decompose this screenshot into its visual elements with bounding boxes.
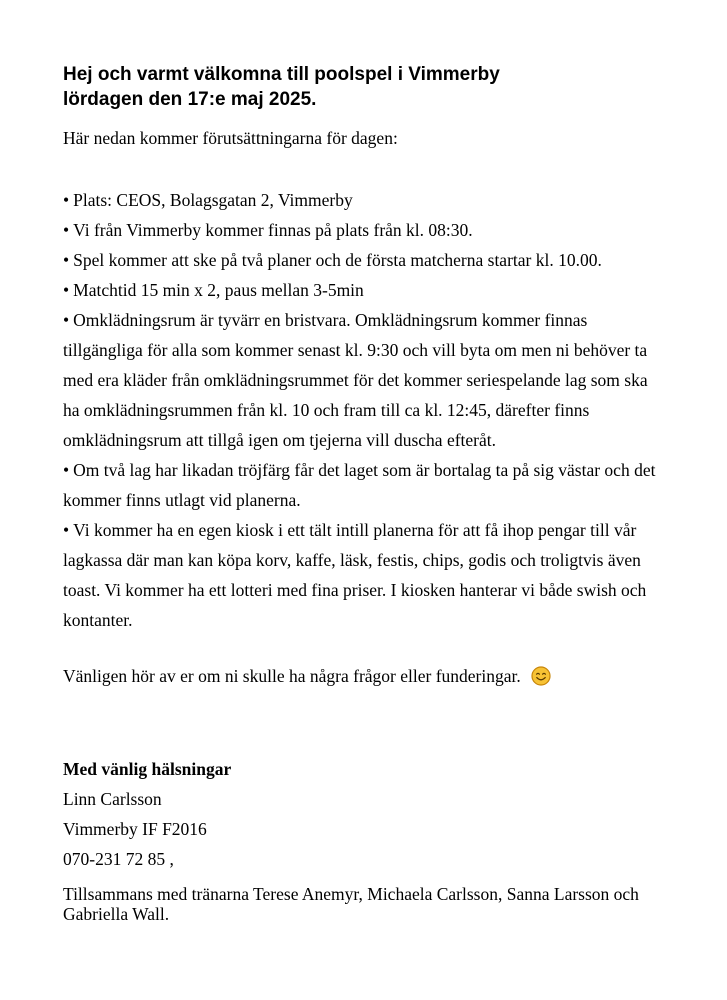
- list-item: [63, 455, 663, 515]
- bullet-symbol: •: [63, 250, 70, 270]
- list-item-text: Om två lag har likadan tröjfärg får det laget som är bortalag ta på sig västar och det kommer finns utlagt vid planerna.: [63, 460, 656, 510]
- sender-phone: 070-231 72 85 ,: [63, 849, 174, 869]
- list-item-text: Matchtid 15 min x 2, paus mellan 3-5min: [73, 280, 364, 300]
- sender-club: Vimmerby IF F2016: [63, 819, 207, 839]
- list-item: [63, 305, 663, 455]
- list-item-text: Vi kommer ha en egen kiosk i ett tält intill planerna för att få ihop pengar till vår lagkassa där man kan köpa korv, kaffe, läsk, festis, chips, godis och troligtvis även toast. Vi kommer ha ett lotteri med fina priser. I kiosken hanterar vi både swish och kontanter.: [63, 520, 647, 630]
- sender-name: Linn Carlsson: [63, 789, 162, 809]
- title-line-2: lördagen den 17:e maj 2025.: [63, 89, 317, 110]
- bullet-symbol: •: [63, 220, 70, 240]
- conditions-list: [63, 185, 663, 635]
- signature-block: [63, 754, 231, 874]
- list-item-text: Plats: CEOS, Bolagsgatan 2, Vimmerby: [73, 190, 353, 210]
- list-item: [63, 185, 663, 215]
- list-item-text: Spel kommer att ske på två planer och de första matcherna startar kl. 10.00.: [73, 250, 602, 270]
- bullet-symbol: •: [63, 310, 70, 330]
- questions-paragraph: [63, 663, 551, 689]
- bullet-symbol: •: [63, 190, 70, 210]
- intro-text: Här nedan kommer förutsättningarna för dagen:: [63, 128, 398, 148]
- title-line-1: Hej och varmt välkomna till poolspel i Vimmerby: [63, 64, 500, 85]
- list-item-text: Vi från Vimmerby kommer finnas på plats från kl. 08:30.: [73, 220, 473, 240]
- list-item: [63, 275, 663, 305]
- list-item-text: Omklädningsrum är tyvärr en bristvara. Omklädningsrum kommer finnas tillgängliga för alla som kommer senast kl. 9:30 och vill byta om men ni behöver ta med era kläder från omklädningsrummet för det kommer seriespelande lag som ska ha omklädningsrummen från kl. 10 och fram till ca kl. 12:45, därefter finns omklädningsrum att tillgå igen om tjejerna vill duscha efteråt.: [63, 310, 648, 450]
- smiling-face-icon: [531, 666, 551, 686]
- bullet-symbol: •: [63, 520, 70, 540]
- list-item: [63, 215, 663, 245]
- page-title: [63, 62, 663, 112]
- list-item: [63, 515, 663, 635]
- bullet-symbol: •: [63, 280, 70, 300]
- greeting: Med vänlig hälsningar: [63, 759, 232, 779]
- coaches-note: Tillsammans med tränarna Terese Anemyr, Michaela Carlsson, Sanna Larsson och Gabriella Wall.: [63, 884, 639, 924]
- questions-text: Vänligen hör av er om ni skulle ha några frågor eller funderingar.: [63, 666, 521, 686]
- list-item: [63, 245, 663, 275]
- bullet-symbol: •: [63, 460, 70, 480]
